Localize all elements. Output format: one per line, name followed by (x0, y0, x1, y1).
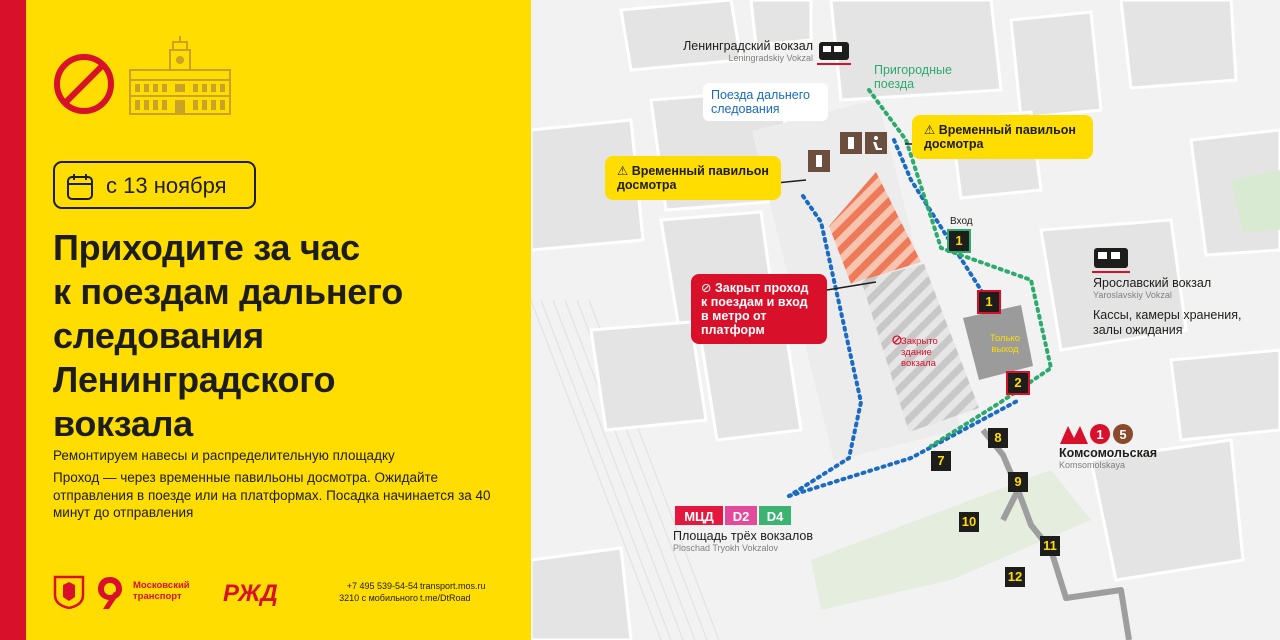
entrance-badge-1b: 1 (979, 292, 999, 312)
calendar-icon (66, 173, 94, 201)
three-stations-label: Площадь трёх вокзалов Ploschad Tryokh Vokzalov (673, 529, 814, 553)
rzd-logo (221, 578, 285, 606)
mobile-number: 3210 с мобильного (339, 593, 418, 603)
rzd-logo-text: РЖД (223, 580, 278, 606)
red-stripe (0, 0, 26, 640)
headline (53, 226, 493, 446)
closed-passage-callout[interactable]: ⊘ Закрыт проход к поездам и вход в метро от платформ (691, 274, 827, 344)
date-text: с 13 ноября (106, 173, 227, 198)
prohibition-icon (53, 53, 115, 115)
closed-icon: ⊘ (701, 281, 715, 295)
phone-number[interactable]: +7 495 539-54-54 (346, 581, 418, 591)
exit-badge-7: 7 (931, 451, 951, 471)
exit-only-label: Только выход (989, 333, 1021, 355)
exit-badge-12: 12 (1005, 567, 1025, 587)
entrance-label: Вход (950, 216, 973, 227)
moscow-transport-text: Московский транспорт (133, 580, 190, 602)
description: Проход — через временные павильоны досмотра. Ожидайте отправления в поезде или на платформах. Посадка начинается за 40 минут до отправления (53, 470, 491, 520)
headline-line: следования (53, 315, 264, 356)
komsomolskaya-label: Комсомольская Komsomolskaya (1059, 446, 1158, 470)
warning-icon: ⚠ (617, 164, 632, 178)
headline-line: к поездам дальнего (53, 271, 403, 312)
exit-badge-10: 10 (959, 512, 979, 532)
footer (53, 572, 513, 612)
leningradsky-label: Ленинградский вокзал Leningradskiy Vokzal (683, 39, 813, 63)
station-map (531, 0, 1280, 640)
long-distance-label: Поезда дальнего следования (703, 83, 828, 121)
suburban-trains-label: Пригородные поезда (874, 63, 952, 91)
moscow-transport-logo (95, 574, 125, 610)
exit-badge-11: 11 (1040, 536, 1060, 556)
mcd-badges (675, 506, 791, 525)
closed-building-label: Закрыто здание вокзала (901, 336, 938, 369)
pavilion-callout-right[interactable]: ⚠ Временный павильон досмотра (912, 115, 1093, 159)
moscow-emblem-icon (53, 575, 85, 609)
headline-line: Ленинградского (53, 359, 336, 400)
web-contacts (420, 580, 520, 604)
svg-text:5: 5 (1119, 427, 1127, 442)
headline-line: Приходите за час (53, 227, 360, 268)
exit-badge-8: 8 (988, 428, 1008, 448)
yaroslavsky-label: Ярославский вокзал Yaroslavskiy Vokzal Кассы, камеры хранения, залы ожидания (1093, 276, 1242, 337)
entrance-badge-2: 2 (1008, 373, 1028, 393)
svg-text:D4: D4 (766, 509, 784, 524)
station-building-icon (128, 36, 232, 116)
svg-text:D2: D2 (732, 509, 750, 524)
headline-line: вокзала (53, 403, 193, 444)
telegram-link[interactable]: t.me/DtRoad (420, 593, 471, 603)
exit-badge-9: 9 (1008, 472, 1028, 492)
entrance-badge-1: 1 (949, 231, 969, 251)
pavilion-callout-left[interactable]: ⚠ Временный павильон досмотра (605, 156, 781, 200)
website-link[interactable]: transport.mos.ru (420, 581, 486, 591)
subtitle: Ремонтируем навесы и распределительную площадку (53, 448, 395, 463)
warning-icon: ⚠ (924, 123, 939, 137)
date-badge (53, 161, 256, 209)
svg-text:МЦД: МЦД (684, 509, 714, 524)
svg-text:1: 1 (1096, 427, 1104, 442)
phone-contacts (308, 580, 418, 604)
